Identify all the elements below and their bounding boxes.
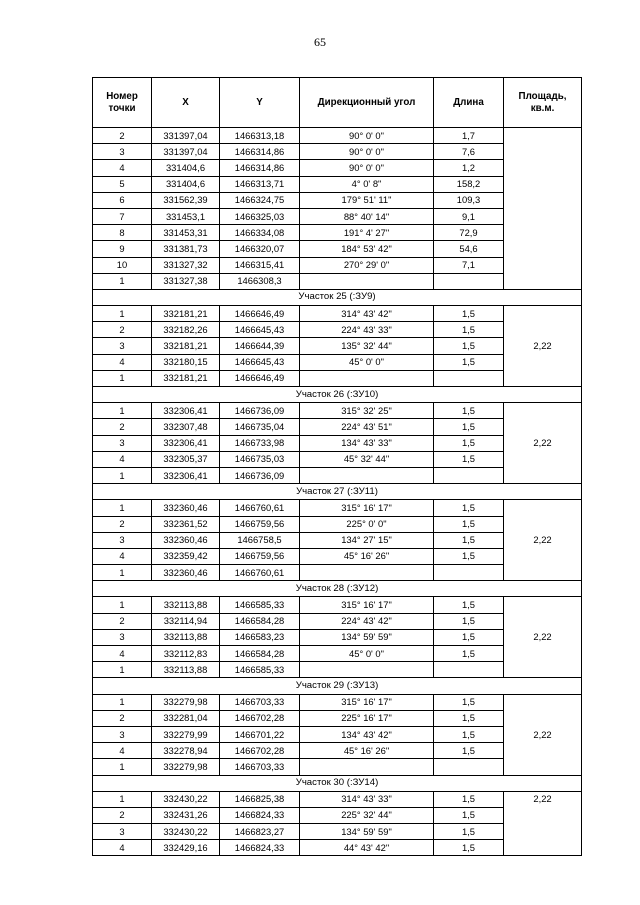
- direction-angle-cell: 45° 0' 0": [300, 354, 434, 370]
- direction-angle-cell: 134° 43' 33": [300, 435, 434, 451]
- y-cell: 1466585,33: [220, 662, 300, 678]
- direction-angle-cell: 134° 27' 15": [300, 532, 434, 548]
- y-cell: 1466736,09: [220, 467, 300, 483]
- point-number-cell: 2: [93, 516, 152, 532]
- x-cell: 332279,98: [152, 759, 220, 775]
- direction-angle-cell: 90° 0' 0": [300, 144, 434, 160]
- x-cell: 332112,83: [152, 646, 220, 662]
- length-cell: 1,5: [434, 532, 504, 548]
- point-number-cell: 6: [93, 192, 152, 208]
- length-cell: 1,5: [434, 451, 504, 467]
- header-y: Y: [220, 78, 300, 128]
- section-row: [93, 775, 582, 791]
- table-row: [93, 128, 582, 144]
- y-cell: 1466646,49: [220, 370, 300, 386]
- length-cell: 1,5: [434, 306, 504, 322]
- direction-angle-cell: 4° 0' 8": [300, 176, 434, 192]
- direction-angle-cell: 315° 16' 17": [300, 500, 434, 516]
- point-number-cell: 4: [93, 548, 152, 564]
- y-cell: 1466703,33: [220, 759, 300, 775]
- x-cell: 331404,6: [152, 160, 220, 176]
- point-number-cell: 10: [93, 257, 152, 273]
- length-cell: 1,5: [434, 354, 504, 370]
- point-number-cell: 2: [93, 710, 152, 726]
- direction-angle-cell: 225° 0' 0": [300, 516, 434, 532]
- y-cell: 1466584,28: [220, 646, 300, 662]
- direction-angle-cell: 45° 16' 26": [300, 743, 434, 759]
- point-number-cell: 4: [93, 160, 152, 176]
- section-title: Участок 27 (:ЗУ11): [93, 484, 582, 500]
- point-number-cell: 3: [93, 824, 152, 840]
- length-cell: [434, 565, 504, 581]
- x-cell: 332181,21: [152, 370, 220, 386]
- header-area: Площадь, кв.м.: [504, 78, 582, 128]
- length-cell: 9,1: [434, 208, 504, 224]
- length-cell: 158,2: [434, 176, 504, 192]
- x-cell: 332279,99: [152, 726, 220, 742]
- length-cell: 1,5: [434, 646, 504, 662]
- area-cell: 2,22: [504, 403, 582, 484]
- point-number-cell: 1: [93, 662, 152, 678]
- y-cell: 1466824,33: [220, 840, 300, 856]
- length-cell: 1,5: [434, 807, 504, 823]
- y-cell: 1466736,09: [220, 403, 300, 419]
- direction-angle-cell: 191° 4' 27": [300, 225, 434, 241]
- x-cell: 332360,46: [152, 500, 220, 516]
- area-cell: 2,22: [504, 791, 582, 856]
- direction-angle-cell: [300, 467, 434, 483]
- length-cell: 1,5: [434, 629, 504, 645]
- y-cell: 1466314,86: [220, 144, 300, 160]
- point-number-cell: 1: [93, 403, 152, 419]
- y-cell: 1466702,28: [220, 710, 300, 726]
- direction-angle-cell: 90° 0' 0": [300, 128, 434, 144]
- point-number-cell: 2: [93, 807, 152, 823]
- direction-angle-cell: 134° 59' 59": [300, 824, 434, 840]
- y-cell: 1466703,33: [220, 694, 300, 710]
- length-cell: 1,5: [434, 548, 504, 564]
- point-number-cell: 4: [93, 354, 152, 370]
- x-cell: 332361,52: [152, 516, 220, 532]
- x-cell: 331381,73: [152, 241, 220, 257]
- length-cell: 1,2: [434, 160, 504, 176]
- direction-angle-cell: [300, 370, 434, 386]
- length-cell: 1,5: [434, 500, 504, 516]
- direction-angle-cell: 45° 32' 44": [300, 451, 434, 467]
- point-number-cell: 4: [93, 840, 152, 856]
- length-cell: 1,5: [434, 694, 504, 710]
- point-number-cell: 1: [93, 565, 152, 581]
- x-cell: 332360,46: [152, 532, 220, 548]
- y-cell: 1466315,41: [220, 257, 300, 273]
- x-cell: 332429,16: [152, 840, 220, 856]
- length-cell: [434, 467, 504, 483]
- length-cell: 1,5: [434, 403, 504, 419]
- length-cell: 1,5: [434, 743, 504, 759]
- point-number-cell: 1: [93, 273, 152, 289]
- length-cell: 1,5: [434, 338, 504, 354]
- length-cell: 72,9: [434, 225, 504, 241]
- y-cell: 1466759,56: [220, 548, 300, 564]
- header-direction-angle: Дирекционный угол: [300, 78, 434, 128]
- direction-angle-cell: 314° 43' 33": [300, 791, 434, 807]
- coordinates-table: [92, 77, 582, 856]
- point-number-cell: 1: [93, 597, 152, 613]
- y-cell: 1466760,61: [220, 500, 300, 516]
- direction-angle-cell: 184° 53' 42": [300, 241, 434, 257]
- table-header-row: [93, 78, 582, 128]
- table-body: [93, 128, 582, 856]
- header-length: Длина: [434, 78, 504, 128]
- direction-angle-cell: 88° 40' 14": [300, 208, 434, 224]
- table-row: [93, 694, 582, 710]
- x-cell: 331397,04: [152, 128, 220, 144]
- direction-angle-cell: 315° 16' 17": [300, 597, 434, 613]
- header-x: X: [152, 78, 220, 128]
- point-number-cell: 1: [93, 694, 152, 710]
- direction-angle-cell: 270° 29' 0": [300, 257, 434, 273]
- y-cell: 1466313,18: [220, 128, 300, 144]
- x-cell: 331404,6: [152, 176, 220, 192]
- area-cell: 2,22: [504, 694, 582, 775]
- point-number-cell: 2: [93, 322, 152, 338]
- x-cell: 332306,41: [152, 467, 220, 483]
- direction-angle-cell: 225° 32' 44": [300, 807, 434, 823]
- length-cell: 1,5: [434, 613, 504, 629]
- x-cell: 331327,38: [152, 273, 220, 289]
- length-cell: [434, 759, 504, 775]
- y-cell: 1466823,27: [220, 824, 300, 840]
- y-cell: 1466759,56: [220, 516, 300, 532]
- point-number-cell: 3: [93, 144, 152, 160]
- point-number-cell: 1: [93, 370, 152, 386]
- direction-angle-cell: 134° 59' 59": [300, 629, 434, 645]
- direction-angle-cell: 314° 43' 42": [300, 306, 434, 322]
- x-cell: 332430,22: [152, 824, 220, 840]
- point-number-cell: 4: [93, 743, 152, 759]
- x-cell: 332114,94: [152, 613, 220, 629]
- point-number-cell: 2: [93, 128, 152, 144]
- x-cell: 331453,31: [152, 225, 220, 241]
- x-cell: 332181,21: [152, 306, 220, 322]
- y-cell: 1466308,3: [220, 273, 300, 289]
- table-row: [93, 791, 582, 807]
- x-cell: 332278,94: [152, 743, 220, 759]
- y-cell: 1466334,08: [220, 225, 300, 241]
- point-number-cell: 9: [93, 241, 152, 257]
- direction-angle-cell: 44° 43' 42": [300, 840, 434, 856]
- x-cell: 332113,88: [152, 662, 220, 678]
- point-number-cell: 3: [93, 532, 152, 548]
- direction-angle-cell: 315° 16' 17": [300, 694, 434, 710]
- length-cell: 1,5: [434, 435, 504, 451]
- y-cell: 1466583,23: [220, 629, 300, 645]
- length-cell: 1,5: [434, 419, 504, 435]
- x-cell: 332281,04: [152, 710, 220, 726]
- direction-angle-cell: 135° 32' 44": [300, 338, 434, 354]
- y-cell: 1466758,5: [220, 532, 300, 548]
- point-number-cell: 1: [93, 467, 152, 483]
- section-row: [93, 387, 582, 403]
- table-row: [93, 500, 582, 516]
- section-title: Участок 29 (:ЗУ13): [93, 678, 582, 694]
- direction-angle-cell: [300, 759, 434, 775]
- direction-angle-cell: 224° 43' 33": [300, 322, 434, 338]
- area-cell: [504, 128, 582, 290]
- y-cell: 1466646,49: [220, 306, 300, 322]
- length-cell: 109,3: [434, 192, 504, 208]
- x-cell: 332430,22: [152, 791, 220, 807]
- direction-angle-cell: 225° 16' 17": [300, 710, 434, 726]
- y-cell: 1466314,86: [220, 160, 300, 176]
- length-cell: 1,5: [434, 710, 504, 726]
- length-cell: 1,5: [434, 516, 504, 532]
- length-cell: 1,5: [434, 840, 504, 856]
- x-cell: 332431,26: [152, 807, 220, 823]
- y-cell: 1466824,33: [220, 807, 300, 823]
- x-cell: 332305,37: [152, 451, 220, 467]
- section-row: [93, 484, 582, 500]
- page-number: 65: [314, 35, 326, 49]
- point-number-cell: 1: [93, 500, 152, 516]
- length-cell: 1,5: [434, 791, 504, 807]
- length-cell: [434, 662, 504, 678]
- point-number-cell: 5: [93, 176, 152, 192]
- point-number-cell: 1: [93, 306, 152, 322]
- length-cell: 7,6: [434, 144, 504, 160]
- x-cell: 332181,21: [152, 338, 220, 354]
- section-title: Участок 26 (:ЗУ10): [93, 387, 582, 403]
- section-title: Участок 28 (:ЗУ12): [93, 581, 582, 597]
- x-cell: 332359,42: [152, 548, 220, 564]
- length-cell: 1,5: [434, 597, 504, 613]
- point-number-cell: 3: [93, 338, 152, 354]
- header-point-number: Номер точки: [93, 78, 152, 128]
- y-cell: 1466645,43: [220, 354, 300, 370]
- section-row: [93, 678, 582, 694]
- point-number-cell: 1: [93, 759, 152, 775]
- y-cell: 1466584,28: [220, 613, 300, 629]
- direction-angle-cell: [300, 662, 434, 678]
- y-cell: 1466733,98: [220, 435, 300, 451]
- point-number-cell: 7: [93, 208, 152, 224]
- x-cell: 332113,88: [152, 597, 220, 613]
- table-row: [93, 403, 582, 419]
- x-cell: 332180,15: [152, 354, 220, 370]
- point-number-cell: 4: [93, 646, 152, 662]
- section-title: Участок 30 (:ЗУ14): [93, 775, 582, 791]
- length-cell: 1,5: [434, 726, 504, 742]
- direction-angle-cell: [300, 565, 434, 581]
- length-cell: 1,5: [434, 322, 504, 338]
- point-number-cell: 3: [93, 629, 152, 645]
- table-row: [93, 306, 582, 322]
- point-number-cell: 3: [93, 435, 152, 451]
- y-cell: 1466702,28: [220, 743, 300, 759]
- area-cell: 2,22: [504, 597, 582, 678]
- length-cell: [434, 273, 504, 289]
- direction-angle-cell: 315° 32' 25": [300, 403, 434, 419]
- y-cell: 1466825,38: [220, 791, 300, 807]
- direction-angle-cell: 224° 43' 51": [300, 419, 434, 435]
- y-cell: 1466644,39: [220, 338, 300, 354]
- x-cell: 332113,88: [152, 629, 220, 645]
- x-cell: 331397,04: [152, 144, 220, 160]
- area-cell: 2,22: [504, 500, 582, 581]
- x-cell: 332182,26: [152, 322, 220, 338]
- y-cell: 1466585,33: [220, 597, 300, 613]
- direction-angle-cell: [300, 273, 434, 289]
- y-cell: 1466735,04: [220, 419, 300, 435]
- x-cell: 332306,41: [152, 435, 220, 451]
- point-number-cell: 8: [93, 225, 152, 241]
- x-cell: 332306,41: [152, 403, 220, 419]
- section-row: [93, 581, 582, 597]
- point-number-cell: 1: [93, 791, 152, 807]
- y-cell: 1466760,61: [220, 565, 300, 581]
- length-cell: 1,7: [434, 128, 504, 144]
- y-cell: 1466313,71: [220, 176, 300, 192]
- x-cell: 332279,98: [152, 694, 220, 710]
- x-cell: 331562,39: [152, 192, 220, 208]
- y-cell: 1466735,03: [220, 451, 300, 467]
- direction-angle-cell: 45° 0' 0": [300, 646, 434, 662]
- section-row: [93, 289, 582, 305]
- x-cell: 331453,1: [152, 208, 220, 224]
- point-number-cell: 2: [93, 419, 152, 435]
- direction-angle-cell: 45° 16' 26": [300, 548, 434, 564]
- point-number-cell: 2: [93, 613, 152, 629]
- direction-angle-cell: 134° 43' 42": [300, 726, 434, 742]
- direction-angle-cell: 179° 51' 11": [300, 192, 434, 208]
- y-cell: 1466645,43: [220, 322, 300, 338]
- length-cell: 54,6: [434, 241, 504, 257]
- table-row: [93, 597, 582, 613]
- y-cell: 1466701,22: [220, 726, 300, 742]
- length-cell: [434, 370, 504, 386]
- y-cell: 1466325,03: [220, 208, 300, 224]
- x-cell: 331327,32: [152, 257, 220, 273]
- x-cell: 332307,48: [152, 419, 220, 435]
- length-cell: 1,5: [434, 824, 504, 840]
- y-cell: 1466320,07: [220, 241, 300, 257]
- x-cell: 332360,46: [152, 565, 220, 581]
- area-cell: 2,22: [504, 306, 582, 387]
- y-cell: 1466324,75: [220, 192, 300, 208]
- length-cell: 7,1: [434, 257, 504, 273]
- section-title: Участок 25 (:ЗУ9): [93, 289, 582, 305]
- direction-angle-cell: 90° 0' 0": [300, 160, 434, 176]
- point-number-cell: 3: [93, 726, 152, 742]
- direction-angle-cell: 224° 43' 42": [300, 613, 434, 629]
- point-number-cell: 4: [93, 451, 152, 467]
